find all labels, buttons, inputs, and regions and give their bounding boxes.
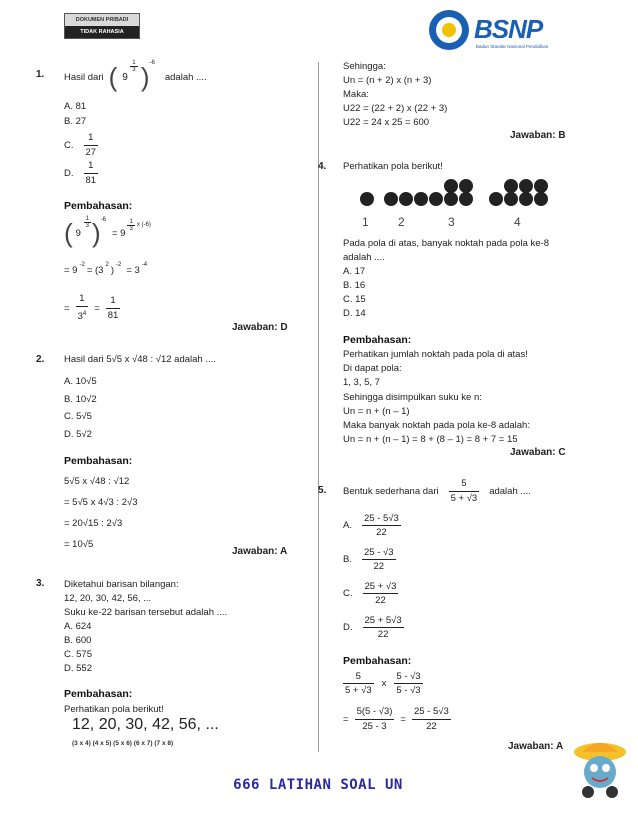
dot (504, 192, 518, 206)
q2-answer: Jawaban: A (232, 546, 288, 557)
q1-outer-exp: -6 (149, 60, 155, 66)
q5-options (343, 508, 404, 644)
q3-option-a: A. 624 (64, 621, 92, 632)
q1-exp-den: 3 (132, 66, 136, 73)
q1-step3 (64, 292, 120, 324)
q5-m1-den: 5 + √3 (345, 685, 372, 696)
q4-answer: Jawaban: C (510, 447, 566, 458)
logo-text: BSNP (474, 14, 543, 44)
q3-text-2: 12, 20, 30, 42, 56, ... (64, 593, 152, 604)
q2-steps (64, 471, 137, 555)
q5-eq: = (343, 714, 349, 725)
q5-pembahasan-heading: Pembahasan: (343, 655, 412, 667)
q1-option-d (64, 159, 98, 188)
q4-p3: 1, 3, 5, 7 (343, 377, 380, 389)
q2-option-c: C. 5√5 (64, 411, 92, 422)
q4-option-a: A. 17 (343, 266, 366, 277)
q1-option-d-num: 1 (84, 159, 99, 174)
dot (519, 179, 533, 193)
q5-option-d (343, 610, 404, 644)
q5-option-a-label: A. (343, 519, 352, 531)
q4-p1: Perhatikan jumlah noktah pada pola di atas! (343, 349, 528, 360)
dot (384, 192, 398, 206)
dot (534, 179, 548, 193)
q5-option-b (343, 542, 404, 576)
q3-text-1: Diketahui barisan bilangan: (64, 579, 179, 590)
q4-pembahasan (343, 348, 530, 447)
dot (504, 179, 518, 193)
q1-step1-exp: x (-6) (136, 222, 151, 228)
garuda-emblem-icon (428, 8, 470, 52)
logo-subtitle: Badan Standar Nasional Pendidikan (476, 44, 549, 49)
q4-p5: Un = n + (n – 1) (343, 405, 410, 417)
q2-step-2: = 5√5 x 4√3 : 2√3 (64, 497, 138, 508)
q4-dot-pattern (355, 178, 575, 220)
q3-continued (343, 60, 447, 130)
q1-step1-eq: = 9 (111, 227, 126, 239)
q4-pembahasan-heading: Pembahasan: (343, 334, 412, 346)
q1-option-c-den: 27 (85, 147, 97, 158)
q3-pembahasan-line: Perhatikan pola berikut! (64, 704, 164, 715)
q2-option-b: B. 10√2 (64, 393, 97, 405)
q4-p6: Maka banyak noktah pada pola ke-8 adalah: (343, 420, 530, 432)
dot (519, 192, 533, 206)
q5-times: x (381, 678, 387, 689)
q1-option-a: A. 81 (64, 101, 87, 112)
q1-answer: Jawaban: D (232, 322, 288, 333)
q2-option-d: D. 5√2 (64, 428, 92, 440)
q1-question: Hasil dari ( 9 $\frac{1}{3}$ ) -6 adalah .... (64, 59, 207, 92)
q2-options (64, 373, 97, 443)
q5-option-b-num: 25 - √3 (363, 546, 394, 558)
q5-step2 (343, 705, 451, 734)
q5-option-a (343, 508, 404, 542)
q1-base: 9 (122, 71, 128, 83)
q5-option-c-num: 25 + √3 (364, 580, 397, 592)
q1-number: 1. (36, 69, 45, 80)
q1-options (64, 99, 86, 129)
dot (414, 192, 428, 206)
q2-step-1: 5√5 x √48 : √12 (64, 476, 130, 487)
q4-label-4: 4 (514, 215, 521, 229)
q1-text-a: Hasil dari (64, 71, 104, 83)
q1-step3-num2: 1 (106, 294, 121, 309)
q4-option-c: C. 15 (343, 294, 366, 305)
q5-r2-num: 25 - 5√3 (412, 705, 451, 720)
q5-frac-den: 5 + √3 (450, 492, 478, 504)
q5-r2-den: 22 (426, 721, 437, 732)
q2-question: Hasil dari 5√5 x √48 : √12 adalah .... (64, 354, 216, 365)
q1-option-c-label: C. (64, 140, 74, 151)
q1-step2-ea: -2 (79, 262, 85, 268)
q3-pembahasan-heading: Pembahasan: (64, 688, 133, 700)
q5-number: 5. (318, 485, 327, 496)
q5-option-b-label: B. (343, 553, 352, 565)
dot (429, 192, 443, 206)
q5-m2-num: 5 - √3 (396, 671, 421, 682)
mascot-icon (570, 738, 630, 800)
stamp-line2: TIDAK RAHASIA (65, 26, 139, 38)
q3-option-c: C. 575 (64, 649, 92, 660)
q1-step2 (64, 262, 148, 276)
q1-step2-d: ) (110, 265, 114, 276)
q3-question (64, 578, 227, 676)
q4-p2: Di dapat pola: (343, 363, 402, 375)
q1-step2-f: = 3 (126, 265, 140, 276)
q3-text-3: Suku ke-22 barisan tersebut adalah .... (64, 607, 228, 618)
q2-step-4: = 10√5 (64, 539, 94, 550)
q5-frac-num: 5 (449, 477, 480, 492)
q4-q1: Pada pola di atas, banyak noktah pada pola ke-8 (343, 238, 549, 249)
q5-option-c-den: 22 (375, 594, 386, 606)
q5-eq-2: = (400, 714, 406, 725)
q5-option-a-den: 22 (376, 526, 387, 538)
q1-step3-b: = (94, 302, 100, 314)
q5-option-c (343, 576, 404, 610)
q3-answer: Jawaban: B (510, 130, 566, 141)
q5-question (343, 474, 531, 508)
q5-option-a-num: 25 - 5√3 (363, 512, 399, 524)
q1-option-c-num: 1 (84, 131, 99, 146)
q4-label-1: 1 (362, 215, 369, 229)
q3-number: 3. (36, 578, 45, 589)
q1-step3-num: 1 (76, 292, 89, 307)
q5-step1 (343, 670, 423, 697)
q4-body (343, 237, 549, 321)
q4-question: Perhatikan pola berikut! (343, 161, 443, 172)
document-stamp (64, 13, 140, 39)
q3-option-d: D. 552 (64, 663, 92, 674)
q4-option-b: B. 16 (343, 280, 366, 291)
col2-s5: U22 = 24 x 25 = 600 (343, 117, 430, 128)
col2-s2: Un = (n + 2) x (n + 3) (343, 75, 432, 86)
dot (360, 192, 374, 206)
q5-text-a: Bentuk sederhana dari (343, 485, 439, 497)
q3-option-b: B. 600 (64, 635, 92, 646)
q1-text-b: adalah .... (164, 71, 207, 83)
q3-factors: (3 x 4) (4 x 5) (5 x 6) (6 x 7) (7 x 8) (72, 740, 174, 747)
q5-option-d-label: D. (343, 621, 353, 633)
q1-step2-g: -4 (141, 262, 148, 268)
q5-option-c-label: C. (343, 587, 353, 599)
q5-answer: Jawaban: A (508, 741, 564, 752)
dot (489, 192, 503, 206)
q1-exp-num: 1 (132, 59, 136, 66)
q4-label-3: 3 (448, 215, 455, 229)
q1-option-c (64, 131, 98, 160)
q2-step-3: = 20√15 : 2√3 (64, 518, 123, 529)
q4-q2: adalah .... (343, 252, 385, 263)
dot (444, 179, 458, 193)
q4-label-2: 2 (398, 215, 405, 229)
q1-pembahasan-heading: Pembahasan: (64, 200, 133, 212)
q1-step2-e: -2 (115, 262, 122, 268)
q1-option-b: B. 27 (64, 116, 87, 127)
q5-r1-den: 25 - 3 (362, 721, 387, 732)
q5-option-d-den: 22 (377, 628, 389, 640)
q5-m2-den: 5 - √3 (396, 685, 421, 696)
footer: 666 LATIHAN SOAL UN (233, 777, 403, 793)
dot (534, 192, 548, 206)
q1-step2-c: 2 (105, 262, 109, 268)
q1-step3-den-exp: 4 (82, 311, 87, 317)
q1-step3-den2: 81 (107, 309, 119, 321)
q1-step1: ( 9 $\frac{1}{3}$ ) -6 = 9 $\frac{1}{3}$ x (-6) (64, 215, 151, 248)
dot (459, 179, 473, 193)
q4-p7: Un = n + (n – 1) = 8 + (8 – 1) = 8 + 7 = 15 (343, 434, 518, 446)
q1-option-d-label: D. (64, 168, 74, 179)
q5-text-b: adalah .... (489, 485, 531, 497)
q4-p4: Sehingga disimpulkan suku ke n: (343, 391, 482, 403)
q1-step3-den: 3 (77, 311, 83, 323)
q5-m1-num: 5 (343, 670, 374, 684)
q3-sequence: 12, 20, 30, 42, 56, ... (72, 716, 219, 733)
q2-pembahasan-heading: Pembahasan: (64, 455, 133, 467)
bsnp-logo (428, 6, 593, 56)
col2-s4: U22 = (22 + 2) x (22 + 3) (343, 103, 448, 114)
q5-option-b-den: 22 (373, 560, 385, 572)
q1-step2-b: = (3 (86, 265, 104, 276)
q2-number: 2. (36, 354, 45, 365)
q4-option-d: D. 14 (343, 308, 366, 319)
q4-number: 4. (318, 161, 327, 172)
dot (444, 192, 458, 206)
dot (459, 192, 473, 206)
q1-step3-a: = (64, 302, 70, 314)
col2-s1: Sehingga: (343, 61, 386, 72)
q1-option-d-den: 81 (85, 175, 97, 186)
q2-option-a: A. 10√5 (64, 376, 97, 387)
q1-step2-a: = 9 (64, 265, 78, 276)
dot (399, 192, 413, 206)
stamp-line1: DOKUMEN PRIBADI (65, 14, 139, 26)
q5-r1-num: 5(5 - √3) (355, 705, 395, 720)
q5-option-d-num: 25 + 5√3 (364, 614, 402, 626)
col2-s3: Maka: (343, 89, 369, 100)
